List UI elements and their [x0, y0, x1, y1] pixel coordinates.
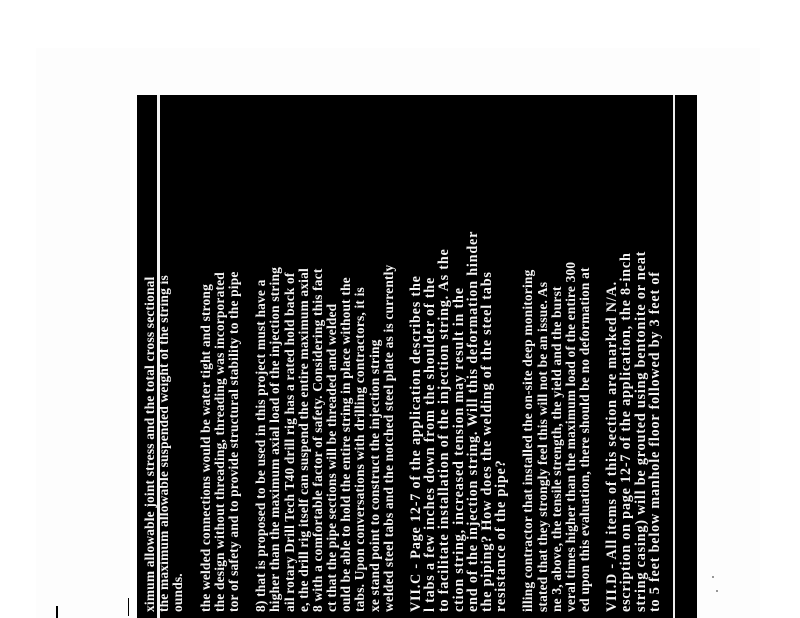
- text-line: ed upon this evaluation, there should be no deformation at: [577, 267, 593, 612]
- text-line: welded steel tabs and the notched steel plate as is currently: [380, 264, 396, 612]
- text-line: ction string, increased tension may result in the: [450, 287, 467, 612]
- text-line: to facilitate installation of the injection string. As the: [436, 248, 453, 612]
- scan-artifact: [56, 606, 58, 618]
- paragraph-6: [605, 101, 662, 612]
- text-line: tor of safety and to provide structural stability to the pipe: [225, 271, 241, 612]
- text-line: the welded connections would be water tight and strong: [197, 284, 213, 612]
- text-line: VII.C - Page 12-7 of the application describes the: [408, 275, 424, 612]
- text-line: ximum allowable joint stress and the total cross sectional: [142, 276, 157, 612]
- text-line: ail rotary Drill Tech T40 drill rig has a rated hold back of: [281, 272, 297, 612]
- paragraph-4: [409, 101, 508, 612]
- scanned-page: [137, 95, 697, 618]
- text-line: the design without threading, threading was incorporated: [211, 272, 227, 612]
- scan-artifact: [716, 590, 718, 592]
- scan-artifact: [712, 576, 714, 578]
- text-line: ne 3, above, the tensile strength, the yield and the burst: [548, 286, 564, 612]
- paragraph-3: [254, 101, 396, 612]
- text-line: ould be able to hold the entire string in place without the: [338, 277, 354, 612]
- text-line: 8) that is proposed to be used in this project must have a: [253, 279, 269, 612]
- text-line: ounds.: [170, 573, 186, 612]
- text-line: 8 with a comfortable factor of safety. Considering this fact: [309, 268, 325, 612]
- text-line: l tabs a few inches down from the shoulder of the: [422, 276, 439, 612]
- text-line: string casing) will be grouted using bentonite or neat: [632, 250, 649, 612]
- text-line: illing contractor that installed the on-site deep monitoring: [520, 269, 536, 612]
- text-line: end of the injection string. Will this deformation hinder: [464, 230, 481, 612]
- text-line: ct that the pipe sections will be threaded and welded: [324, 303, 340, 612]
- text-line: veral times higher than the maximum load of the entire 300: [562, 261, 578, 612]
- text-line: e, the drill rig itself can suspend the entire maximum axial: [295, 268, 311, 612]
- scan-artifact: [128, 598, 129, 616]
- text-line: the piping? How does the welding of the steel tabs: [478, 271, 495, 612]
- text-line: higher than the maximum axial load of the injection string: [267, 266, 283, 612]
- text-line: the maximum allowable suspended weight of the string is: [156, 275, 172, 612]
- paragraph-2: [199, 101, 242, 612]
- text-line: stated that they strongly feel this will not be an issue. As: [534, 281, 550, 612]
- text-line: escription on page 12-7 of the application, the 8-inch: [618, 252, 635, 612]
- paragraph-1: [143, 101, 186, 612]
- rotated-text-block: [137, 95, 677, 618]
- text-line: to 5 feet below manhole floor followed by 3 feet of: [646, 271, 663, 612]
- text-line: xe stand point to construct the injection string: [366, 339, 382, 612]
- text-line: tabs. Upon conversations with drilling contractors, it is: [352, 287, 368, 612]
- paragraph-5: [521, 101, 592, 612]
- text-line: resistance of the pipe?: [493, 459, 510, 612]
- text-line: VII.D - All items of this section are marked N/A.: [604, 281, 621, 612]
